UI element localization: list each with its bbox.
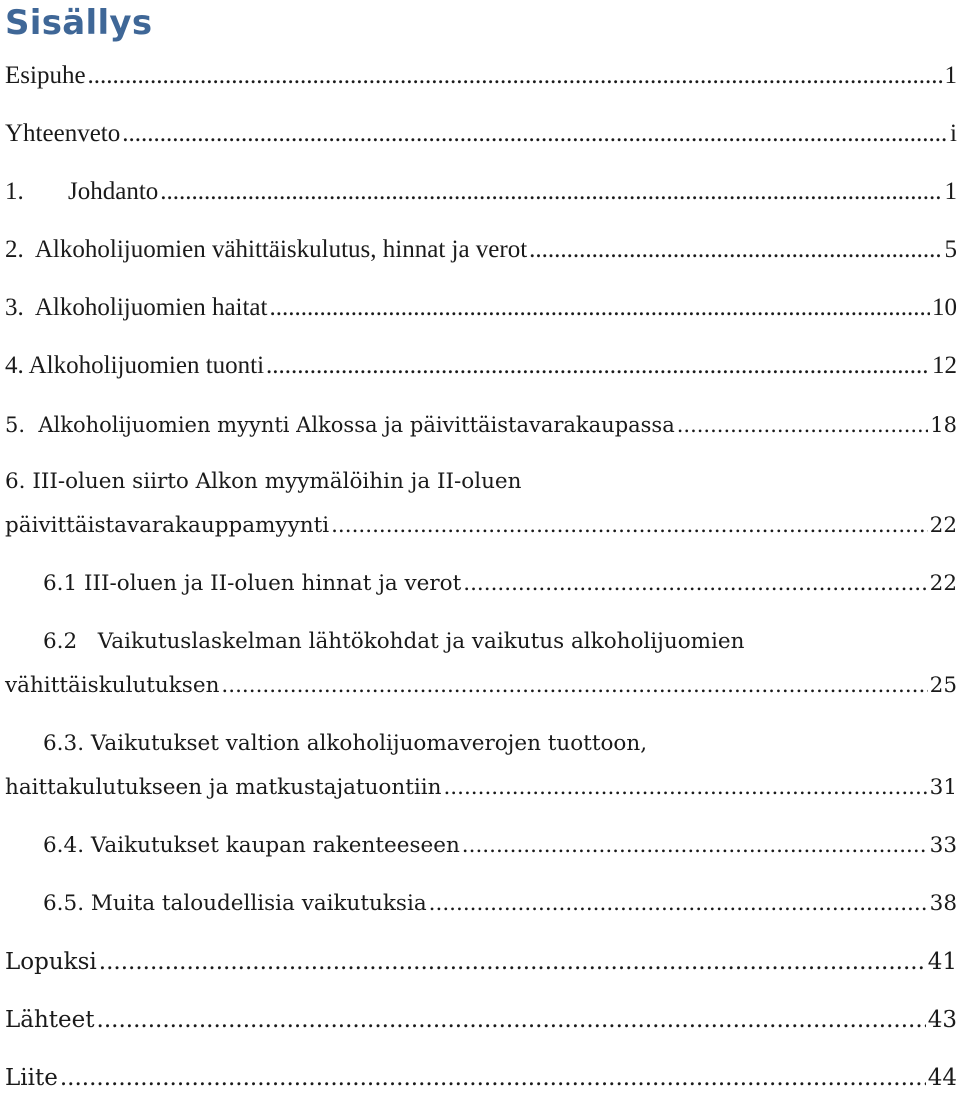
toc-entry-page: 44	[928, 1060, 960, 1096]
toc-entry-esipuhe[interactable]	[5, 58, 960, 94]
toc-entry-label: päivittäistavarakauppamyynti	[5, 508, 329, 544]
toc-leader-dots	[462, 828, 928, 864]
toc-entry-label: Lopuksi	[5, 944, 97, 980]
toc-leader-dots	[122, 116, 948, 152]
toc-leader-dots	[429, 886, 928, 922]
toc-entry-chapter-6[interactable]	[5, 508, 960, 544]
toc-leader-dots	[443, 770, 927, 806]
toc-entry-label: Esipuhe	[5, 58, 86, 94]
toc-entry-chapter-6-line1[interactable]: 6. III-oluen siirto Alkon myymälöihin ja II-oluen	[5, 464, 522, 500]
toc-entry-label: haittakulutukseen ja matkustajatuontiin	[5, 770, 441, 806]
toc-entry-chapter-2[interactable]	[5, 232, 960, 268]
toc-entry-page: 22	[930, 566, 960, 602]
toc-entry-6-3-line1[interactable]: 6.3. Vaikutukset valtion alkoholijuomaverojen tuottoon,	[43, 726, 647, 762]
toc-entry-label: Liite	[5, 1060, 58, 1096]
toc-entry-page: 1	[945, 174, 960, 210]
toc-entry-label: Yhteenveto	[5, 116, 120, 152]
toc-entry-page: 41	[928, 944, 960, 980]
toc-entry-6-5[interactable]	[43, 886, 960, 922]
toc-leader-dots	[88, 58, 943, 94]
toc-entry-page: 43	[928, 1002, 960, 1038]
toc-leader-dots	[97, 1002, 926, 1038]
toc-entry-page: 1	[945, 58, 960, 94]
toc-entry-chapter-3[interactable]	[5, 290, 960, 326]
toc-entry-chapter-4[interactable]	[5, 348, 960, 384]
toc-entry-johdanto[interactable]	[5, 174, 960, 210]
toc-entry-label: 6.1 III-oluen ja II-oluen hinnat ja verot	[43, 566, 461, 602]
toc-entry-label: Lähteet	[5, 1002, 95, 1038]
toc-leader-dots	[99, 944, 926, 980]
toc-leader-dots	[529, 232, 942, 268]
toc-entry-6-2-line1[interactable]: 6.2 Vaikutuslaskelman lähtökohdat ja vaikutus alkoholijuomien	[43, 624, 744, 660]
toc-leader-dots	[266, 348, 930, 384]
toc-entry-label: 5. Alkoholijuomien myynti Alkossa ja päivittäistavarakaupassa	[5, 407, 675, 443]
toc-entry-lahteet[interactable]	[5, 1002, 960, 1038]
toc-title: Sisällys	[5, 0, 152, 46]
toc-entry-chapter-5[interactable]	[5, 407, 960, 443]
toc-entry-page: 10	[932, 290, 960, 326]
toc-entry-page: 31	[930, 770, 960, 806]
toc-entry-page: 5	[945, 232, 960, 268]
toc-entry-6-3[interactable]	[5, 770, 960, 806]
toc-entry-page: 12	[932, 348, 960, 384]
toc-leader-dots	[463, 566, 927, 602]
toc-entry-page: 33	[930, 828, 960, 864]
toc-entry-label: 2. Alkoholijuomien vähittäiskulutus, hinnat ja verot	[5, 232, 527, 268]
toc-entry-page: 18	[930, 407, 960, 443]
toc-entry-lopuksi[interactable]	[5, 944, 960, 980]
toc-entry-number: 1.	[5, 174, 68, 210]
toc-entry-yhteenveto[interactable]	[5, 116, 960, 152]
toc-entry-label: Johdanto	[68, 174, 158, 210]
toc-entry-6-4[interactable]	[43, 828, 960, 864]
toc-entry-6-2[interactable]	[5, 668, 960, 704]
toc-entry-liite[interactable]	[5, 1060, 960, 1096]
toc-entry-label: 4. Alkoholijuomien tuonti	[5, 348, 264, 384]
toc-entry-page: 38	[930, 886, 960, 922]
toc-leader-dots	[331, 508, 928, 544]
toc-entry-page: 22	[930, 508, 960, 544]
toc-entry-6-1[interactable]	[43, 566, 960, 602]
toc-leader-dots	[160, 174, 942, 210]
toc-entry-page: 25	[930, 668, 960, 704]
toc-entry-page: i	[950, 116, 960, 152]
toc-entry-label: vähittäiskulutuksen	[5, 668, 219, 704]
toc-leader-dots	[677, 407, 929, 443]
toc-leader-dots	[269, 290, 930, 326]
toc-entry-label: 6.5. Muita taloudellisia vaikutuksia	[43, 886, 427, 922]
toc-leader-dots	[221, 668, 927, 704]
toc-entry-label: 6.4. Vaikutukset kaupan rakenteeseen	[43, 828, 460, 864]
toc-leader-dots	[60, 1060, 926, 1096]
toc-entry-label: 3. Alkoholijuomien haitat	[5, 290, 267, 326]
